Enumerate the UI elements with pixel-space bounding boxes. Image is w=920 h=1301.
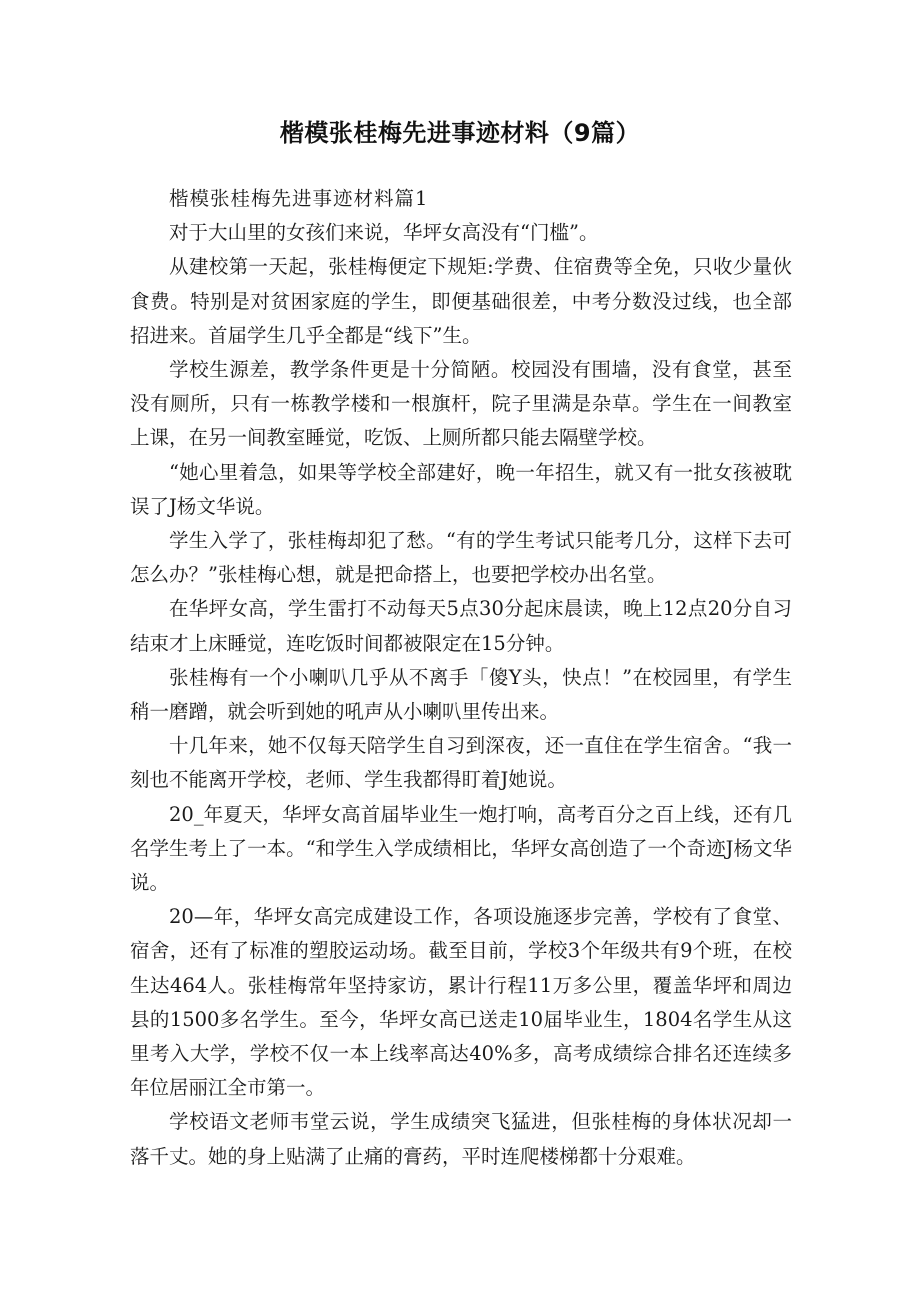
paragraph: 从建校第一天起，张桂梅便定下规矩:学费、住宿费等全免，只收少量伙食费。特别是对贫困家庭的学生，即便基础很差，中考分数没过线，也全部招进来。首届学生几乎全都是“线下”生。 xyxy=(130,255,792,347)
paragraph: 张桂梅有一个小喇叭几乎从不离手「傻Y头，快点！”在校园里，有学生稍一磨蹭，就会听到她的吼声从小喇叭里传出来。 xyxy=(130,665,792,724)
document-body xyxy=(130,182,792,1174)
paragraph: 对于大山里的女孩们来说，华坪女高没有“门槛”。 xyxy=(169,221,599,245)
paragraph: 学生入学了，张桂梅却犯了愁。“有的学生考试只能考几分，这样下去可怎么办？”张桂梅心想，就是把命搭上，也要把学校办出名堂。 xyxy=(130,529,792,587)
paragraph: “她心里着急，如果等学校全部建好，晚一年招生，就又有一批女孩被耽误了J杨文华说。 xyxy=(130,460,792,518)
paragraph: 在华坪女高，学生雷打不动每天5点30分起床晨读，晚上12点20分自习结束才上床睡觉，连吃饭时间都被限定在15分钟。 xyxy=(130,597,792,655)
paragraph: 十几年来，她不仅每天陪学生自习到深夜，还一直住在学生宿舍。“我一刻也不能离开学校，老师、学生我都得盯着J她说。 xyxy=(130,734,792,792)
paragraph: 20—年，华坪女高完成建设工作，各项设施逐步完善，学校有了食堂、宿舍，还有了标准的塑胶运动场。截至目前，学校3个年级共有9个班，在校生达464人。张桂梅常年坚持家访，累计行程11万多公里，覆盖华坪和周边县的1500多名学生。至今，华坪女高已送走10届毕业生，1804名学生从这里考入大学，学校不仅一本上线率高达40%多，高考成绩综合排名还连续多年位居丽江全市第一。 xyxy=(130,905,792,1100)
document-title: 楷模张桂梅先进事迹材料（9篇） xyxy=(279,119,641,147)
paragraph: 20_年夏天，华坪女高首届毕业生一炮打响，高考百分之百上线，还有几名学生考上了一本。“和学生入学成绩相比，华坪女高创造了一个奇迹J杨文华说。 xyxy=(130,802,792,895)
paragraph: 学校语文老师韦堂云说，学生成绩突飞猛进，但张桂梅的身体状况却一落千丈。她的身上贴满了止痛的膏药，平时连爬楼梯都十分艰难。 xyxy=(130,1110,792,1168)
paragraph: 学校生源差，教学条件更是十分简陋。校园没有围墙，没有食堂，甚至没有厕所，只有一栋教学楼和一根旗杆，院子里满是杂草。学生在一间教室上课，在另一间教室睡觉，吃饭、上厕所都只能去隔壁学校。 xyxy=(130,358,792,450)
section-heading: 楷模张桂梅先进事迹材料篇1 xyxy=(169,187,429,210)
